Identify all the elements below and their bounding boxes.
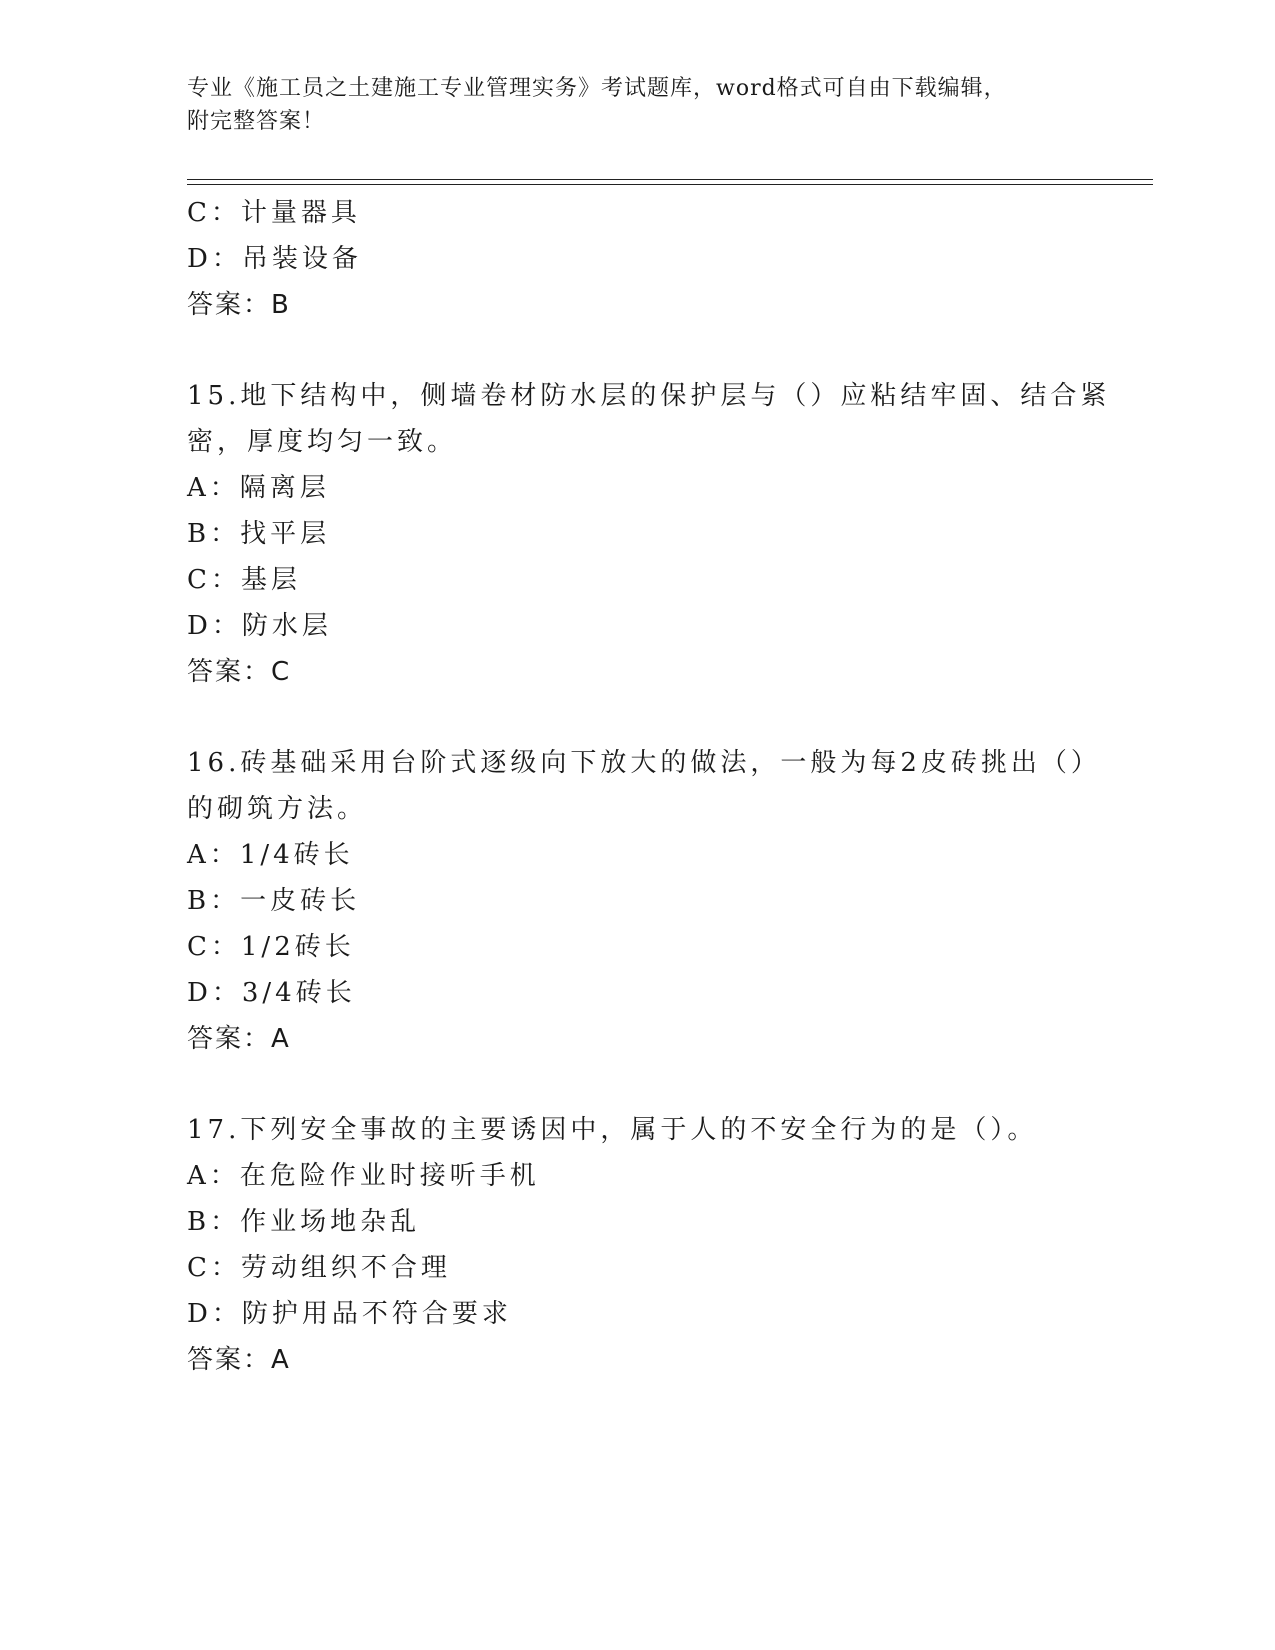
option-c: C：1/2砖长 xyxy=(187,932,355,962)
header-title-line: 专业《施工员之土建施工专业管理实务》考试题库，word格式可自由下载编辑， xyxy=(187,76,1007,101)
spacer xyxy=(187,695,1087,740)
option-c: C：计量器具 xyxy=(187,198,361,228)
option-d: D：防护用品不符合要求 xyxy=(187,1299,512,1329)
answer-line: 答案：A xyxy=(187,1345,291,1375)
answer-line: 答案：B xyxy=(187,290,291,320)
answer-line: 答案：A xyxy=(187,1024,291,1054)
option-a: A：1/4砖长 xyxy=(187,840,354,870)
option-a: A：在危险作业时接听手机 xyxy=(187,1161,540,1191)
question-16 xyxy=(187,740,1101,1062)
header-divider-bottom xyxy=(187,184,1153,185)
question-stem: 16.砖基础采用台阶式逐级向下放大的做法，一般为每2皮砖挑出（） xyxy=(187,748,1101,778)
option-c: C：基层 xyxy=(187,565,301,595)
option-d: D：防水层 xyxy=(187,611,332,641)
question-15 xyxy=(187,373,1111,695)
option-b: B：作业场地杂乱 xyxy=(187,1207,421,1237)
question-list xyxy=(187,190,1111,1383)
header-divider-top xyxy=(187,179,1153,180)
answer-line: 答案：C xyxy=(187,657,292,687)
question-stem: 17.下列安全事故的主要诱因中，属于人的不安全行为的是（）。 xyxy=(187,1115,1038,1145)
header-subtitle-line: 附完整答案！ xyxy=(187,109,326,134)
option-c: C：劳动组织不合理 xyxy=(187,1253,451,1283)
option-d: D：吊装设备 xyxy=(187,244,362,274)
question-14 xyxy=(187,190,1087,328)
question-stem: 15.地下结构中，侧墙卷材防水层的保护层与（）应粘结牢固、结合紧 xyxy=(187,381,1111,411)
option-b: B：找平层 xyxy=(187,519,331,549)
option-d: D：3/4砖长 xyxy=(187,978,356,1008)
question-stem-continued: 的砌筑方法。 xyxy=(187,794,368,824)
spacer xyxy=(187,328,1087,373)
option-b: B：一皮砖长 xyxy=(187,886,361,916)
document-header xyxy=(187,72,1087,138)
option-a: A：隔离层 xyxy=(187,473,330,503)
question-stem-continued: 密，厚度均匀一致。 xyxy=(187,427,458,457)
question-17 xyxy=(187,1107,1087,1383)
spacer xyxy=(187,1062,1087,1107)
